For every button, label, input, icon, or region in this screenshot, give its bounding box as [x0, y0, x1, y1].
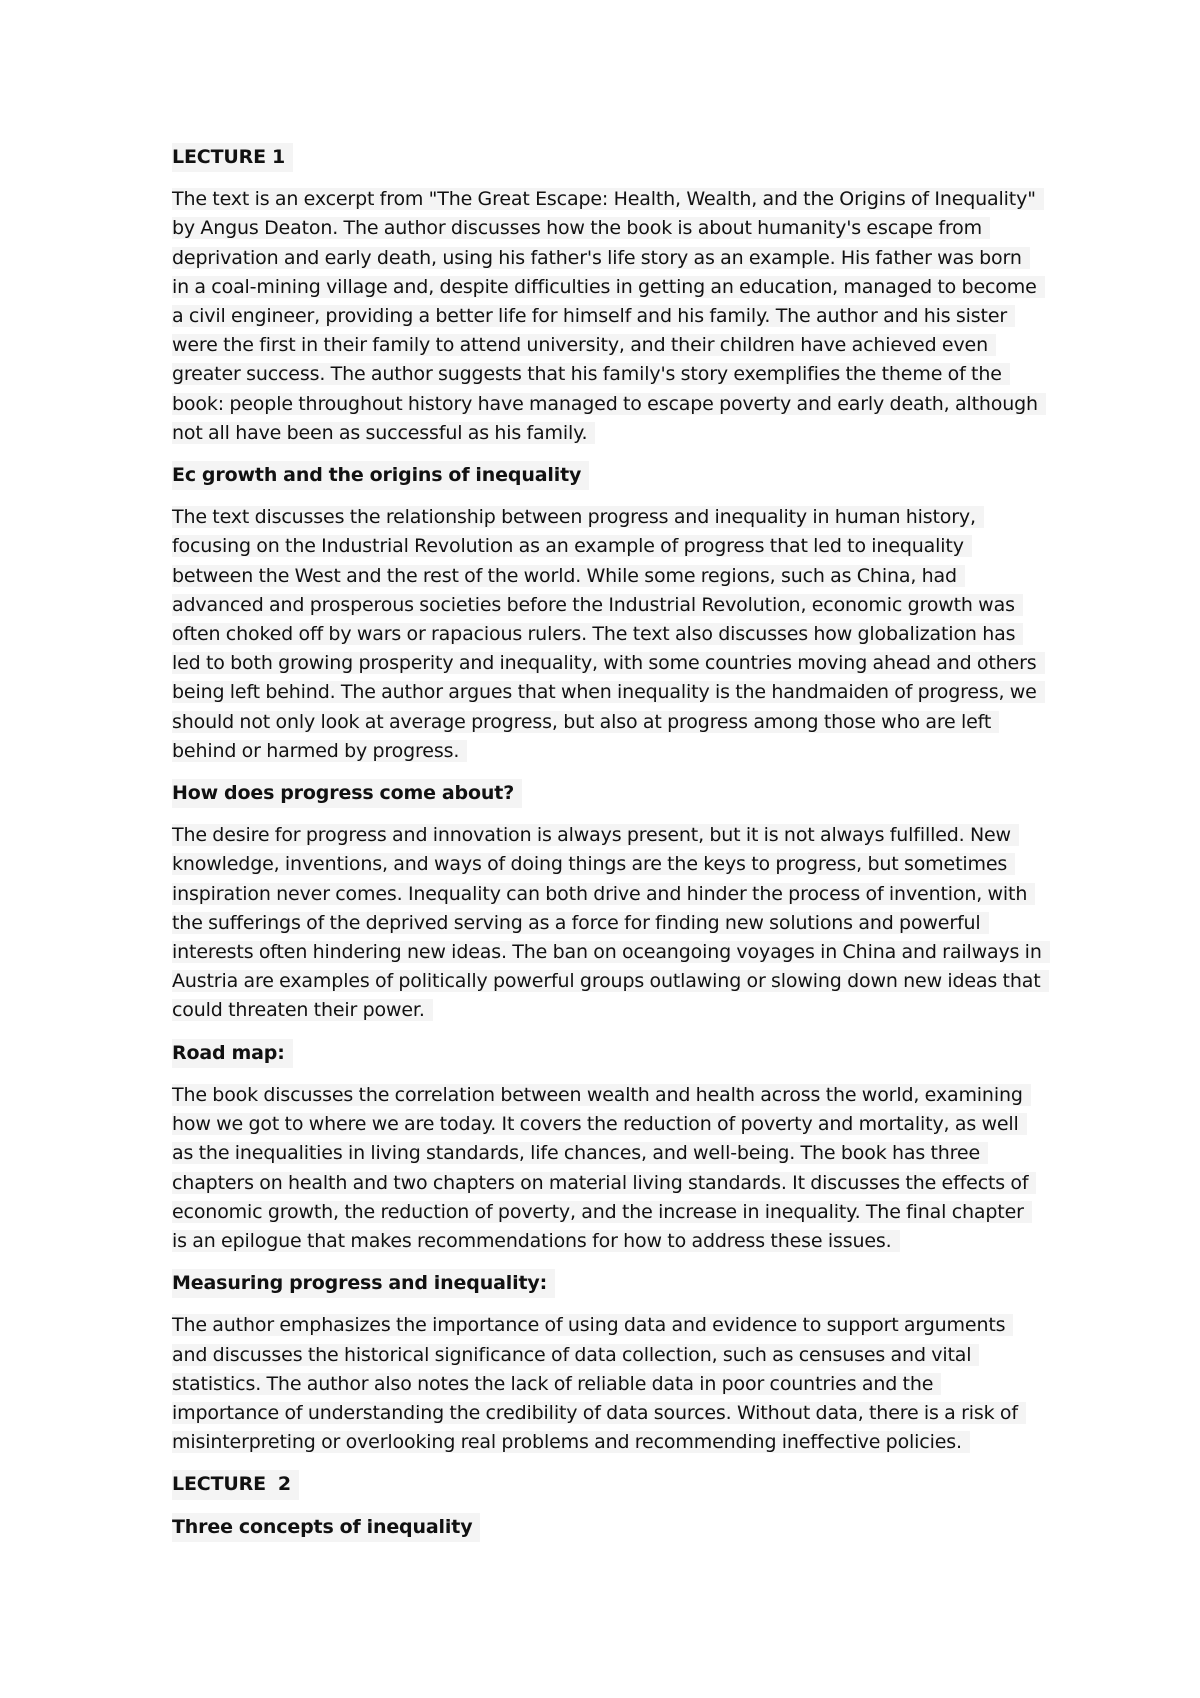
- paragraph-progress: [172, 821, 1042, 1025]
- paragraph-text: The book discusses the correlation between wealth and health across the world, examining how we got to where we are today. It covers the reduction of poverty and mortality, as well as the inequalities in living standards, life chances, and well-being. The book has three chapters on health and two chapters on material living standards. It discusses the effects of economic growth, the reduction of poverty, and the increase in inequality. The final chapter is an epilogue that makes recommendations for how to address these issues.: [172, 1084, 1036, 1252]
- heading-lecture-1: LECTURE 1: [172, 143, 293, 172]
- section-progress: [172, 779, 1042, 808]
- section-lecture-2: [172, 1470, 1042, 1499]
- paragraph-text: The text discusses the relationship between progress and inequality in human history, focusing on the Industrial Revolution as an example of progress that led to inequality between the West and the rest of the world. While some regions, such as China, had advanced and prosperous societies before the Industrial Revolution, economic growth was often choked off by wars or rapacious rulers. The text also discusses how globalization has led to both growing prosperity and inequality, with some countries moving ahead and others being left behind. The author argues that when inequality is the handmaiden of progress, we should not only look at average progress, but also at progress among those who are left behind or harmed by progress.: [172, 506, 1045, 762]
- heading-ec-growth: Ec growth and the origins of inequality: [172, 461, 589, 490]
- section-ec-growth: [172, 461, 1042, 490]
- document-body: [172, 143, 1042, 1555]
- heading-progress: How does progress come about?: [172, 779, 522, 808]
- section-road-map: [172, 1039, 1042, 1068]
- section-three-concepts: [172, 1513, 1042, 1542]
- paragraph-text: The text is an excerpt from "The Great Escape: Health, Wealth, and the Origins of Inequality" by Angus Deaton. The author discusses how the book is about humanity's escape from deprivation and early death, using his father's life story as an example. His father was born in a coal-mining village and, despite difficulties in getting an education, managed to become a civil engineer, providing a better life for himself and his family. The author and his sister were the first in their family to attend university, and their children have achieved even greater success. The author suggests that his family's story exemplifies the theme of the book: people throughout history have managed to escape poverty and early death, although not all have been as successful as his family.: [172, 188, 1046, 444]
- heading-lecture-2: LECTURE 2: [172, 1470, 299, 1499]
- heading-three-concepts: Three concepts of inequality: [172, 1513, 480, 1542]
- paragraph-text: The author emphasizes the importance of using data and evidence to support arguments and discusses the historical significance of data collection, such as censuses and vital statistics. The author also notes the lack of reliable data in poor countries and the importance of understanding the credibility of data sources. Without data, there is a risk of misinterpreting or overlooking real problems and recommending ineffective policies.: [172, 1314, 1026, 1453]
- paragraph-ec-growth: [172, 503, 1042, 766]
- paragraph-text: The desire for progress and innovation is always present, but it is not always fulfilled. New knowledge, inventions, and ways of doing things are the keys to progress, but sometimes inspiration never comes. Inequality can both drive and hinder the process of invention, with the sufferings of the deprived serving as a force for finding new solutions and powerful interests often hindering new ideas. The ban on oceangoing voyages in China and railways in Austria are examples of politically powerful groups outlawing or slowing down new ideas that could threaten their power.: [172, 824, 1050, 1021]
- paragraph-measuring: [172, 1311, 1042, 1457]
- paragraph-lecture-1-summary: [172, 185, 1042, 448]
- heading-road-map: Road map:: [172, 1039, 293, 1068]
- section-lecture-1: [172, 143, 1042, 172]
- paragraph-road-map: [172, 1081, 1042, 1256]
- section-measuring: [172, 1269, 1042, 1298]
- heading-measuring: Measuring progress and inequality:: [172, 1269, 555, 1298]
